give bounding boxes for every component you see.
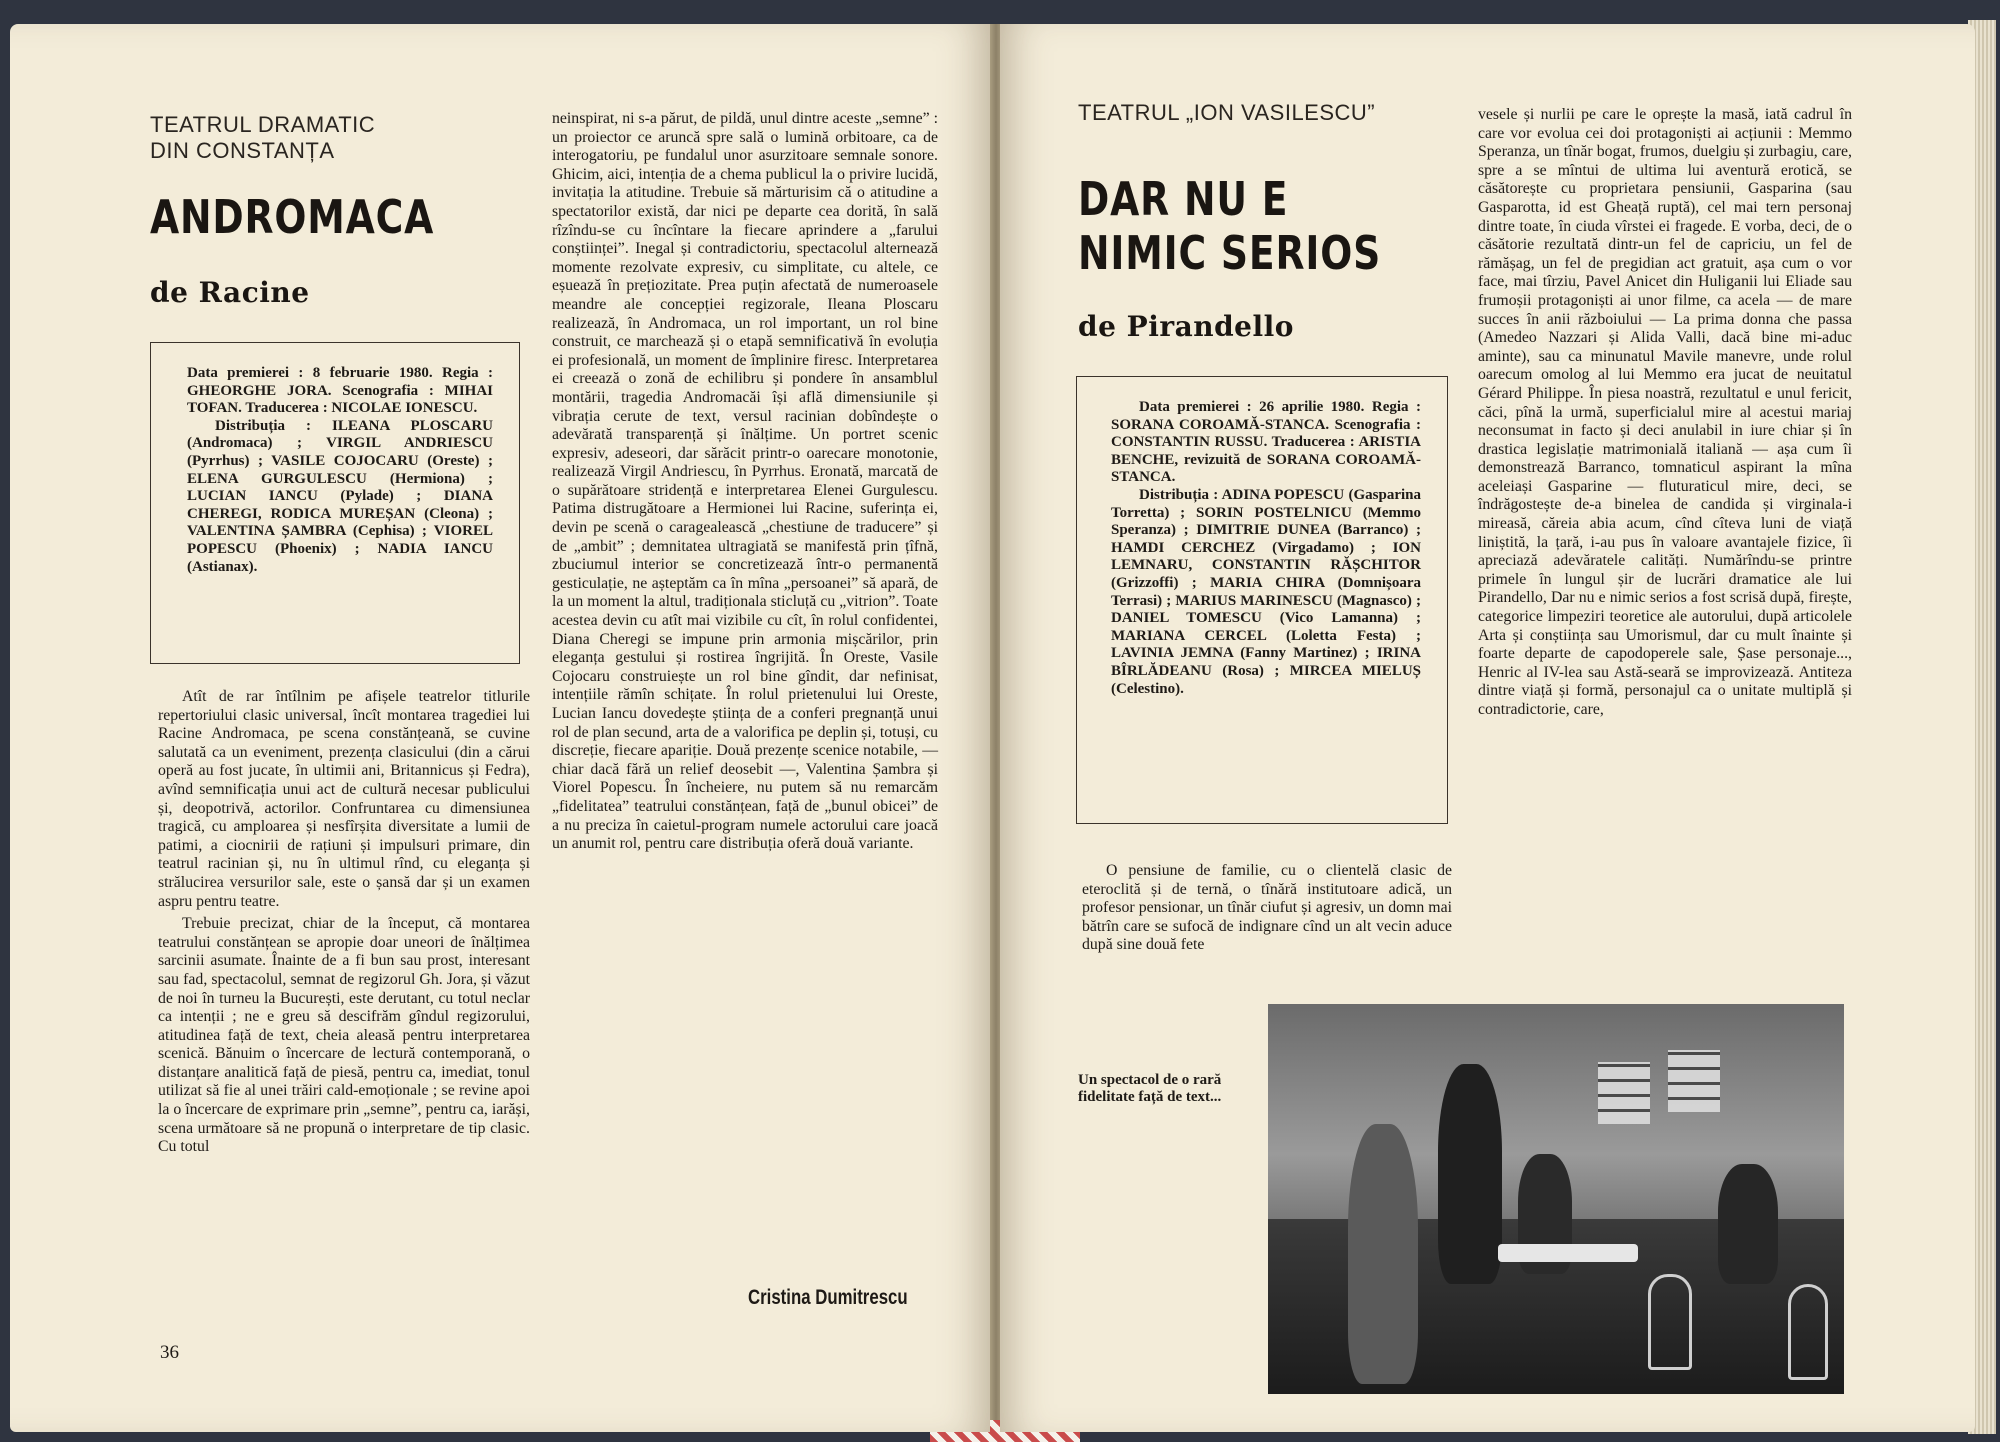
- paragraph: O pensiune de familie, cu o clientelă clasic de eteroclită și de ternă, o tînără institutoare adică, un profesor pensionar, un tînăr ciufut și agresiv, un domn mai bătrîn care se sufocă de indignare cînd un alt vecin aduce după sine două fete: [1082, 862, 1452, 954]
- credits-box: [150, 342, 520, 664]
- article-column-1: [1082, 862, 1452, 955]
- play-author: de Pirandello: [1078, 310, 1294, 343]
- cast-list: Distribuția : ILEANA PLOSCARU (Andromaca) ; VIRGIL ANDRIESCU (Pyrrhus) ; VASILE COJOCARU (Oreste) ; ELENA GURGULESCU (Hermiona) ; LUCIAN IANCU (Pylade) ; DIANA CHEREGI, RODICA MUREȘAN (Cleona) ; VALENTINA ȘAMBRA (Cephisa) ; VIOREL POPESCU (Phoenix) ; NADIA IANCU (Astianax).: [187, 417, 493, 575]
- play-title: [1078, 172, 1381, 280]
- play-title: ANDROMACA: [150, 190, 435, 244]
- play-author: de Racine: [150, 276, 310, 309]
- stage-chair: [1648, 1274, 1692, 1370]
- credits-box: [1076, 376, 1448, 824]
- stage-chair: [1788, 1284, 1828, 1380]
- page-number: 36: [160, 1342, 179, 1363]
- premiere-credits: Data premierei : 8 februarie 1980. Regia : GHEORGHE JORA. Scenografia : MIHAI TOFAN. Traducerea : NICOLAE IONESCU.: [187, 365, 493, 417]
- title-line-2: NIMIC SERIOS: [1078, 226, 1382, 280]
- photo-window: [1668, 1050, 1720, 1112]
- paragraph: Trebuie precizat, chiar de la început, că montarea teatrului constănțean se apropie doar uneori de înălțimea sarcinii asumate. Înainte de a fi bun sau prost, interesant sau fad, spectacolul, semnat de regizorul Gh. Jora, și văzut de noi în turneu la București, este derutant, cu totul neclar ca intenții ; ne e greu să descifrăm gîndul regizorului, atitudinea față de text, cheia aleasă pentru interpretarea scenică. Bănuim o încercare de lectură contemporană, o distanțare analitică față de piesă, pentru ca, imediat, tonul utilizat să fie al unei trăiri cald-emoționale ; se revine apoi la o încercare de exprimare prin „semne”, pentru ca, iarăși, scena următoare să ne propună o interpretare de tip clasic. Cu totul: [158, 915, 530, 1156]
- left-page: [10, 24, 990, 1432]
- theatre-name: TEATRUL „ION VASILESCU”: [1078, 100, 1376, 125]
- photo-caption: Un spectacol de o rară fidelitate față de text...: [1078, 1072, 1222, 1105]
- paragraph: Atît de rar întîlnim pe afișele teatrelor titlurile repertoriului clasic universal, încît montarea tragediei lui Racine Andromaca, pe scena constănțeană, se cuvine salutată ca un eveniment, prezența clasicului (din a cărui operă au fost jucate, în ultimii ani, Britannicus și Fedra), avînd semnificația unui act de cultură necesar publicului și, deopotrivă, actorilor. Confruntarea cu dimensiunea tragică, cu amploarea și nesfîrșita diversitate a lumii de patimi, a ciocnirii de rațiuni și impulsuri primare, din teatrul racinian și, nu în ultimul rînd, cu eleganța și strălucirea versurilor sale, este o șansă dar și un examen aspru pentru teatre.: [158, 688, 530, 910]
- photo-window: [1598, 1062, 1650, 1124]
- article-column-2: [552, 110, 938, 854]
- paragraph: vesele și nurlii pe care le oprește la masă, iată cadrul în care vor evolua cei doi protagoniști ai acțiunii : Memmo Speranza, un tînăr bogat, frumos, duelgiu și zurbagiu, care, spre a se mîntui de ultima lui aventură erotică, se căsătorește cu proprietara pensiunii, Gasparina (sau Gasparotta, id est Gheață ruptă), cel mai tern personaj dintre toate, în ciuda vîrstei ei fragede. E vorba, deci, de o căsătorie rezultată dintr-un fel de capriciu, un fel de rămășag, un fel de pregidian act gratuit, așa cum o vor face, mai tîrziu, Pavel Anicet din Huliganii lui Eliade sau frumoșii protagoniști ai unor filme, ca acela — de mare succes în anii războiului — La prima donna che passa (Amedeo Nazzari și Alida Valli, dacă bine mi-aduc aminte), sau ca minunatul Mavile manevre, unde rolul oarecum omolog al lui Memmo era jucat de neuitatul Gérard Philippe. În piesa noastră, rezultatul e unul fericit, căci, pînă la urmă, superficialul mire al acestui mariaj neconsumat in facto și deci anulabil in iure chiar și în drastica legislație matrimonială italiană — așa cum îi demonstrează Barranco, tomnaticul aspirant la mîna aceleiași Gasparine — fluturaticul mire, deci, se îndrăgostește de-a binelea de candida și virginala-i mireasă, căreia abia acum, cînd cîteva luni de viață liniștită, la țară, i-au pus în valoare avantajele fizice, îi apreciază adevăratele calități. Numărîndu-se printre primele în lungul șir de lucrări dramatice ale lui Pirandello, Dar nu e nimic serios a fost scrisă după, firește, categorice limpeziri teoretice ale autorului, după articolele Arta și conștiința sau Umorismul, dar cu mult înainte și foarte departe de capodoperele sale, Șase personaje..., Henric al IV-lea sau Astă-seară se improvizează. Antiteza dintre viață și formă, personajul ca o unitate multiplă și contradictorie, care,: [1478, 106, 1852, 718]
- author-signature: Cristina Dumitrescu: [748, 1286, 908, 1309]
- seated-figure: [1718, 1164, 1778, 1284]
- cast-list: Distribuția : ADINA POPESCU (Gasparina Torretta) ; SORIN POSTELNICU (Memmo Speranza) ; DIMITRIE DUNEA (Barranco) ; HAMDI CERCHEZ (Virgadamo) ; ION LEMNARU, CONSTANTIN RĂȘCHITOR (Grizzoffi) ; MARIA CHIRA (Domnișoara Terrasi) ; MARIUS MARINESCU (Magnasco) ; DANIEL TOMESCU (Vico Lamanna) ; MARIANA CERCEL (Loletta Festa) ; LAVINIA JEMNA (Fanny Martinez) ; IRINA BÎRLĂDEANU (Rosa) ; MIRCEA MIELUȘ (Celestino).: [1111, 486, 1421, 697]
- title-line-1: DAR NU E: [1078, 172, 1289, 226]
- actor-figure: [1438, 1064, 1502, 1284]
- right-page: [1000, 24, 1975, 1432]
- paragraph: neinspirat, ni s-a părut, de pildă, unul dintre aceste „semne” : un proiector ce aruncă spre sală o lumină orbitoare, ca de interogatoriu, pe fundalul unor asurzitoare semnale sonore. Ghicim, aici, intenția de a chema publicul la o privire lucidă, invitația la atitudine. Trebuie să mărturisim că o atitudine a spectatorilor există, dar nici pe departe cea dorită, în sală rîzîndu-se cu încîntare la fiecare aprindere a „farului conștiinței”. Inegal și contradictoriu, spectacolul alternează momente rezolvate expresiv, cu simplitate, cu altele, ce eșuează în prețiozitate. Prea puțin afectată de numeroasele meandre ale concepției regizorale, Ileana Ploscaru realizează, în Andromaca, un rol important, un rol bine construit, ce marchează și o etapă semnificativă în evoluția ei profesională, un moment de împlinire firesc. Interpretarea ei creează o zonă de echilibru și pondere în ansamblul montării, tragedia Andromacăi își află dimensiunile și vibrația cerute de text, versul racinian dobîndește o adevărată transparență și înălțime. Un portret scenic expresiv, adeseori, dar sărăcit printr-o oarecare monotonie, realizează Virgil Andriescu, în Pyrrhus. Eronată, marcată de o supărătoare stridență e interpretarea Elenei Gurgulescu. Patima distrugătoare a Hermionei lui Racine, suferința ei, devin pe scenă o caragealească „chestiune de traducere” și de „ambit” ; demnitatea ultragiată se manifestă prin țîfnă, zbuciumul interior se concretizează într-o permanentă gesticulație, ne așteptăm ca în mîna „persoanei” să apară, de la un moment la altul, tradiționala sticluță cu „vitrion”. Toate acestea devin cu atît mai vizibile cu cît, în rolul confidentei, Diana Cheregi se impune prin armonia mișcărilor, prin eleganța gestului și rostirea îngrijită. În Oreste, Vasile Cojocaru construiește un rol bine gîndit, dar nefinisat, intențiile rămîn schițate. În rolul prietenului lui Oreste, Lucian Iancu dovedește știința de a conferi pregnanță unui rol de plan secund, arta de a valorifica pe deplin și, totuși, cu discreție, fiecare apariție. Două prezențe scenice notabile, — chiar dacă fără un relief deosebit —, Valentina Șambra și Viorel Popescu. În încheiere, nu putem să nu remarcăm „fidelitatea” teatrului constănțean, față de „bunul obicei” de a nu preciza în caietul-program numele actorului care joacă un anumit rol, pentru care distribuția oferă două variante.: [552, 110, 938, 853]
- actress-figure: [1348, 1124, 1418, 1384]
- stage-table: [1498, 1244, 1638, 1262]
- article-column-2: [1478, 106, 1852, 720]
- stage-photo: [1268, 1004, 1844, 1394]
- article-column-1: [158, 688, 530, 1157]
- theatre-line-2: DIN CONSTANȚA: [150, 138, 335, 163]
- premiere-credits: Data premierei : 26 aprilie 1980. Regia : SORANA COROAMĂ-STANCA. Scenografia : CONSTANTIN RUSSU. Traducerea : ARISTIA BENCHE, revizuită de SORANA COROAMĂ-STANCA.: [1111, 399, 1421, 486]
- theatre-line-1: TEATRUL DRAMATIC: [150, 112, 376, 137]
- theatre-name: [150, 112, 375, 164]
